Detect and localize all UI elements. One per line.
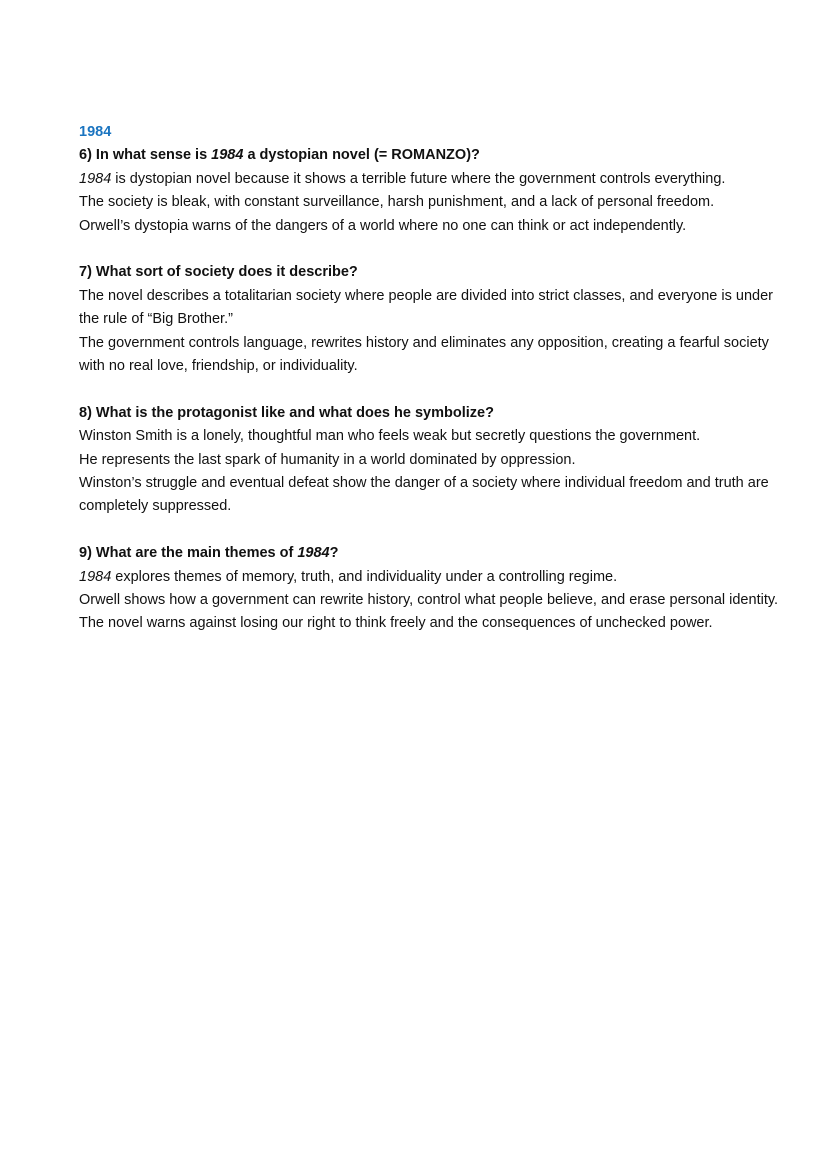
question-section-9: [79, 542, 779, 636]
answer-paragraph: The government controls language, rewrites history and eliminates any opposition, creating a fearful society with no real love, friendship, or individuality.: [79, 334, 769, 375]
question-heading: 6) In what sense is 1984 a dystopian novel (= ROMANZO)?: [79, 147, 480, 164]
document-page: [79, 121, 779, 659]
question-section-6: [79, 144, 779, 238]
question-heading: 8) What is the protagonist like and what does he symbolize?: [79, 404, 494, 421]
answer-paragraph: Winston Smith is a lonely, thoughtful man who feels weak but secretly questions the government.: [79, 428, 701, 445]
answer-paragraph: The society is bleak, with constant surveillance, harsh punishment, and a lack of personal freedom.: [79, 194, 715, 211]
question-heading: 7) What sort of society does it describe?: [79, 264, 358, 281]
question-section-8: [79, 402, 779, 519]
answer-paragraph: He represents the last spark of humanity in a world dominated by oppression.: [79, 451, 576, 468]
answer-paragraph: The novel warns against losing our right to think freely and the consequences of unchecked power.: [79, 615, 713, 632]
question-section-7: [79, 261, 779, 378]
document-title: 1984: [79, 124, 112, 140]
answer-paragraph: 1984 is dystopian novel because it shows a terrible future where the government controls everything.: [79, 170, 726, 187]
question-heading: 9) What are the main themes of 1984?: [79, 545, 339, 562]
answer-paragraph: 1984 explores themes of memory, truth, and individuality under a controlling regime.: [79, 568, 618, 585]
answer-paragraph: Winston’s struggle and eventual defeat show the danger of a society where individual freedom and truth are completely suppressed.: [79, 475, 769, 515]
answer-paragraph: Orwell’s dystopia warns of the dangers of a world where no one can think or act independently.: [79, 217, 687, 234]
answer-paragraph: The novel describes a totalitarian society where people are divided into strict classes, and everyone is under the rule of “Big Brother.”: [79, 287, 773, 328]
answer-paragraph: Orwell shows how a government can rewrite history, control what people believe, and erase personal identity.: [79, 592, 779, 609]
